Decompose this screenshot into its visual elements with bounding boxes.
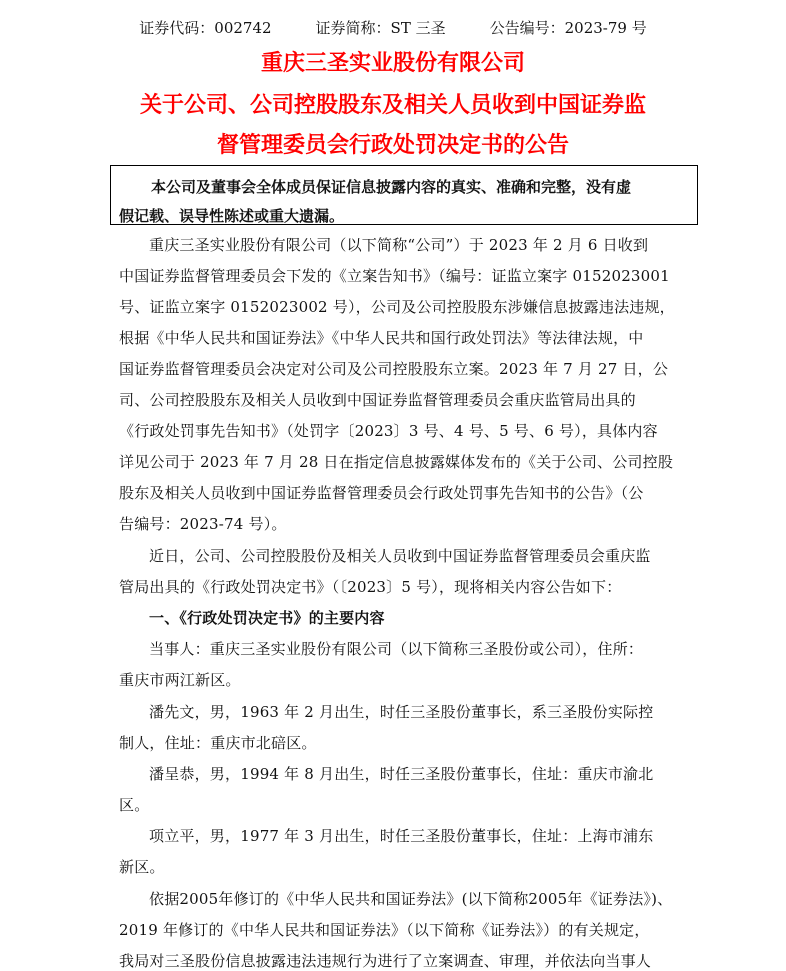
disclosure-statement-line-2: 假记载、误导性陈述或重大遗漏。 (119, 207, 345, 225)
text-line: 新区。 (119, 858, 165, 876)
text-line: 告编号：2023-74 号）。 (119, 515, 287, 533)
announcement-title-line-2: 督管理委员会行政处罚决定书的公告 (216, 133, 569, 158)
text-line: 《行政处罚事先告知书》（处罚字〔2023〕3 号、4 号、5 号、6 号），具体内容 (119, 422, 658, 440)
stock-code: 证券代码：002742 (139, 19, 272, 37)
text-line: 中国证券监督管理委员会下发的《立案告知书》（编号：证监立案字 0152023001 (119, 267, 670, 285)
company-title: 重庆三圣实业股份有限公司 (260, 51, 525, 76)
text-line: 国证券监督管理委员会决定对公司及公司控股股东立案。2023 年 7 月 27 日，公 (119, 360, 669, 378)
text-line: 项立平，男，1977 年 3 月出生，时任三圣股份董事长，住址：上海市浦东 (149, 827, 654, 845)
section-heading: 一、《行政处罚决定书》的主要内容 (149, 609, 385, 627)
text-line: 司、公司控股股东及相关人员收到中国证券监督管理委员会重庆监管局出具的 (119, 391, 636, 409)
text-line: 当事人：重庆三圣实业股份有限公司（以下简称三圣股份或公司），住所： (149, 640, 644, 658)
text-line: 潘呈恭，男，1994 年 8 月出生，时任三圣股份董事长，住址：重庆市渝北 (149, 765, 654, 783)
text-line: 近日，公司、公司控股股份及相关人员收到中国证券监督管理委员会重庆监 (149, 547, 651, 565)
announcement-number: 公告编号：2023-79 号 (489, 19, 647, 37)
text-line: 区。 (119, 796, 150, 814)
text-line: 2019 年修订的《中华人民共和国证券法》（以下简称《证券法》）的有关规定， (119, 921, 650, 939)
text-line: 根据《中华人民共和国证券法》《中华人民共和国行政处罚法》等法律法规，中 (119, 329, 644, 347)
stock-abbreviation: 证券简称：ST 三圣 (315, 19, 446, 37)
disclosure-statement-box (110, 165, 698, 225)
text-line: 管局出具的《行政处罚决定书》（〔2023〕5 号），现将相关内容公告如下： (119, 578, 622, 596)
disclosure-statement-line-1: 本公司及董事会全体成员保证信息披露内容的真实、准确和完整，没有虚 (151, 178, 632, 196)
text-line: 详见公司于 2023 年 7 月 28 日在指定信息披露媒体发布的《关于公司、公司控股 (119, 453, 674, 471)
text-line: 制人，住址：重庆市北碚区。 (119, 734, 317, 752)
text-line: 我局对三圣股份信息披露违法违规行为进行了立案调查、审理，并依法向当事人 (119, 952, 652, 970)
text-line: 重庆三圣实业股份有限公司（以下简称“公司”）于 2023 年 2 月 6 日收到 (149, 236, 649, 254)
text-line: 重庆市两江新区。 (119, 671, 241, 689)
text-line: 股东及相关人员收到中国证券监督管理委员会行政处罚事先告知书的公告》（公 (119, 484, 644, 502)
announcement-title-line-1: 关于公司、公司控股股东及相关人员收到中国证券监 (139, 93, 646, 118)
announcement-header (0, 17, 786, 38)
text-line: 依据2005年修订的《中华人民共和国证券法》(以下简称2005年《证券法》)、 (149, 890, 673, 908)
text-line: 潘先文，男，1963 年 2 月出生，时任三圣股份董事长，系三圣股份实际控 (149, 703, 654, 721)
text-line: 号、证监立案字 0152023002 号），公司及公司控股股东涉嫌信息披露违法违规， (119, 298, 675, 316)
